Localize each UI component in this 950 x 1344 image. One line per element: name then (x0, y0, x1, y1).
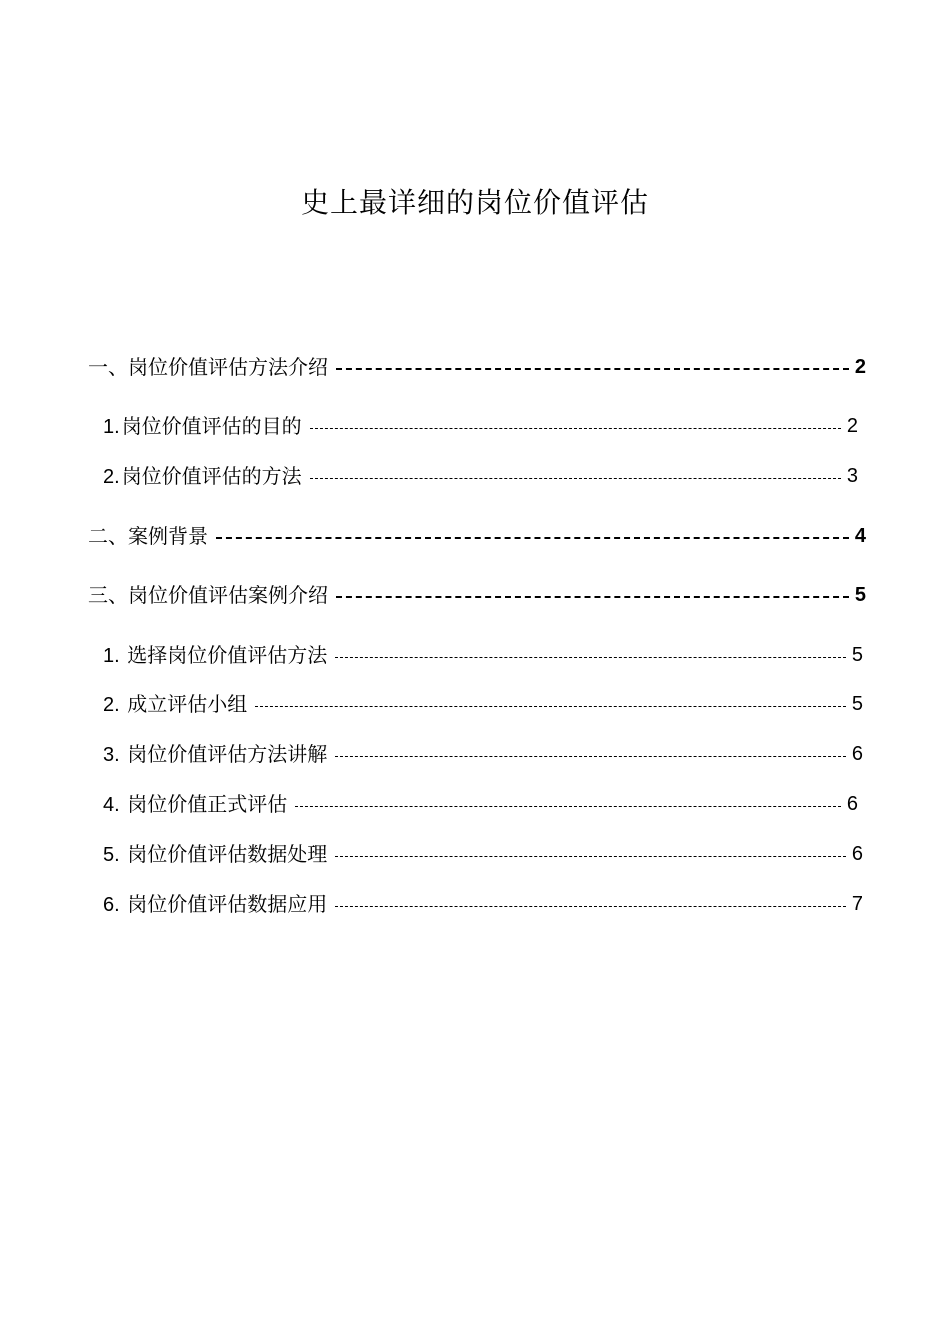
toc-page-number: 4 (854, 525, 866, 547)
toc-leader (310, 428, 841, 429)
toc-entry-text: 岗位价值评估数据处理 (127, 841, 328, 866)
toc-leader (295, 806, 841, 807)
toc-entry-text: 三、岗位价值评估案例介绍 (88, 583, 328, 607)
toc-entry-text: 岗位价值正式评估 (127, 791, 288, 816)
toc-page-number: 2 (854, 356, 866, 378)
toc-entry-text: 二、案例背景 (88, 524, 208, 548)
toc-entry-number: 6. (103, 893, 126, 916)
toc-entry-3-6[interactable] (103, 889, 863, 919)
toc-entry-text: 成立评估小组 (127, 691, 248, 716)
toc-entry-label (103, 689, 247, 720)
toc-entry-1-1[interactable] (103, 411, 858, 441)
toc-leader (335, 756, 846, 757)
toc-entry-3-3[interactable] (103, 739, 863, 769)
toc-page-number: 6 (846, 793, 858, 815)
toc-page-number: 5 (851, 644, 863, 666)
toc-page-number: 6 (851, 743, 863, 765)
toc-entry-text: 一、岗位价值评估方法介绍 (88, 355, 328, 379)
toc-entry-number: 5. (103, 843, 126, 866)
toc-page-number: 7 (851, 893, 863, 915)
toc-leader (335, 856, 846, 857)
toc-entry-label (103, 411, 302, 442)
toc-entry-section-1[interactable] (88, 352, 866, 382)
toc-leader (255, 706, 846, 707)
toc-entry-text: 岗位价值评估的目的 (121, 413, 302, 438)
toc-leader (335, 906, 846, 907)
toc-entry-label (103, 461, 302, 492)
toc-page-number: 3 (846, 465, 858, 487)
toc-entry-label (103, 789, 287, 820)
toc-leader (335, 657, 846, 658)
toc-leader (310, 478, 841, 479)
toc-entry-text: 选择岗位价值评估方法 (127, 642, 328, 667)
toc-entry-number: 3. (103, 743, 126, 766)
toc-page-number: 5 (854, 584, 866, 606)
toc-entry-label (103, 889, 327, 920)
toc-entry-number: 1. (103, 415, 120, 438)
toc-entry-number: 1. (103, 644, 126, 667)
toc-entry-section-2[interactable] (88, 521, 866, 551)
toc-entry-text: 岗位价值评估数据应用 (127, 891, 328, 916)
toc-entry-text: 岗位价值评估方法讲解 (127, 741, 328, 766)
toc-entry-text: 岗位价值评估的方法 (121, 463, 302, 488)
toc-entry-label (103, 640, 327, 671)
toc-page-number: 5 (851, 693, 863, 715)
toc-entry-3-4[interactable] (103, 789, 858, 819)
toc-entry-section-3[interactable] (88, 580, 866, 610)
toc-entry-label (103, 839, 327, 870)
toc-leader (336, 368, 849, 370)
toc-entry-1-2[interactable] (103, 461, 858, 491)
toc-entry-3-2[interactable] (103, 689, 863, 719)
toc-entry-3-5[interactable] (103, 839, 863, 869)
toc-entry-number: 4. (103, 793, 126, 816)
document-title: 史上最详细的岗位价值评估 (300, 186, 649, 219)
toc-page-number: 2 (846, 415, 858, 437)
toc-leader (216, 537, 849, 539)
toc-entry-label (103, 739, 327, 770)
toc-entry-3-1[interactable] (103, 640, 863, 670)
toc-leader (336, 596, 849, 598)
toc-entry-number: 2. (103, 693, 126, 716)
toc-entry-number: 2. (103, 465, 120, 488)
toc-page-number: 6 (851, 843, 863, 865)
